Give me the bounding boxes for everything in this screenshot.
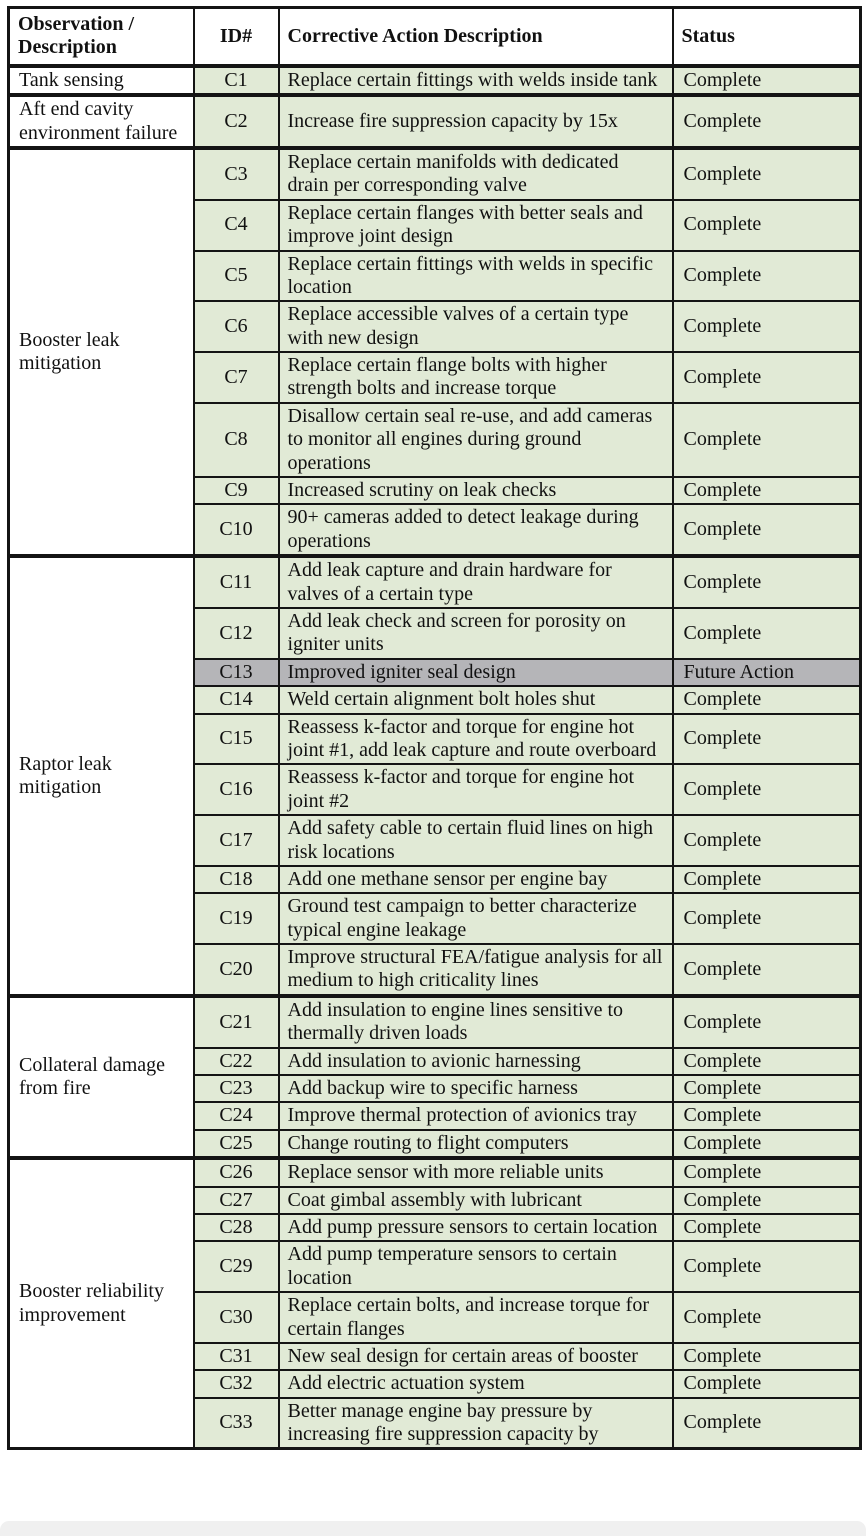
id-cell: C9 bbox=[194, 477, 279, 504]
description-cell: Change routing to flight computers bbox=[279, 1130, 673, 1158]
status-cell: Complete bbox=[673, 504, 861, 556]
id-cell: C11 bbox=[194, 556, 279, 608]
column-header-observation: Observation / Description bbox=[9, 8, 194, 66]
id-cell: C3 bbox=[194, 148, 279, 200]
description-cell: Add safety cable to certain fluid lines on high risk locations bbox=[279, 815, 673, 866]
id-cell: C24 bbox=[194, 1102, 279, 1129]
description-cell: Add insulation to avionic harnessing bbox=[279, 1048, 673, 1075]
description-cell: Weld certain alignment bolt holes shut bbox=[279, 686, 673, 713]
id-cell: C5 bbox=[194, 251, 279, 302]
id-cell: C16 bbox=[194, 764, 279, 815]
id-cell: C17 bbox=[194, 815, 279, 866]
id-cell: C29 bbox=[194, 1241, 279, 1292]
status-cell: Complete bbox=[673, 686, 861, 713]
description-cell: Replace accessible valves of a certain type with new design bbox=[279, 301, 673, 352]
id-cell: C22 bbox=[194, 1048, 279, 1075]
table-row bbox=[9, 148, 861, 200]
observation-cell: Tank sensing bbox=[9, 66, 194, 95]
status-cell: Complete bbox=[673, 301, 861, 352]
description-cell: Improve structural FEA/fatigue analysis for all medium to high criticality lines bbox=[279, 944, 673, 996]
id-cell: C21 bbox=[194, 996, 279, 1048]
status-cell: Complete bbox=[673, 714, 861, 765]
description-cell: Add electric actuation system bbox=[279, 1370, 673, 1397]
id-cell: C13 bbox=[194, 659, 279, 686]
status-cell: Complete bbox=[673, 477, 861, 504]
description-cell: Add leak capture and drain hardware for valves of a certain type bbox=[279, 556, 673, 608]
description-cell: 90+ cameras added to detect leakage during operations bbox=[279, 504, 673, 556]
id-cell: C32 bbox=[194, 1370, 279, 1397]
table-header bbox=[9, 8, 861, 66]
id-cell: C8 bbox=[194, 403, 279, 477]
column-header-description: Corrective Action Description bbox=[279, 8, 673, 66]
description-cell: Ground test campaign to better characterize typical engine leakage bbox=[279, 893, 673, 944]
table-row bbox=[9, 1158, 861, 1186]
id-cell: C23 bbox=[194, 1075, 279, 1102]
description-cell: Add backup wire to specific harness bbox=[279, 1075, 673, 1102]
description-cell: Increased scrutiny on leak checks bbox=[279, 477, 673, 504]
status-cell: Complete bbox=[673, 1187, 861, 1214]
description-cell: Coat gimbal assembly with lubricant bbox=[279, 1187, 673, 1214]
id-cell: C12 bbox=[194, 608, 279, 659]
status-cell: Complete bbox=[673, 403, 861, 477]
status-cell: Complete bbox=[673, 1398, 861, 1449]
description-cell: Improve thermal protection of avionics tray bbox=[279, 1102, 673, 1129]
id-cell: C4 bbox=[194, 200, 279, 251]
id-cell: C7 bbox=[194, 352, 279, 403]
description-cell: Add one methane sensor per engine bay bbox=[279, 866, 673, 893]
observation-cell: Booster leak mitigation bbox=[9, 148, 194, 556]
status-cell: Complete bbox=[673, 944, 861, 996]
status-cell: Complete bbox=[673, 556, 861, 608]
status-cell: Complete bbox=[673, 866, 861, 893]
status-cell: Complete bbox=[673, 251, 861, 302]
description-cell: Add leak check and screen for porosity on igniter units bbox=[279, 608, 673, 659]
status-cell: Complete bbox=[673, 66, 861, 95]
description-cell: Disallow certain seal re-use, and add cameras to monitor all engines during ground operations bbox=[279, 403, 673, 477]
description-cell: Replace sensor with more reliable units bbox=[279, 1158, 673, 1186]
status-cell: Complete bbox=[673, 1075, 861, 1102]
status-cell: Complete bbox=[673, 1130, 861, 1158]
status-cell: Complete bbox=[673, 1370, 861, 1397]
id-cell: C20 bbox=[194, 944, 279, 996]
description-cell: Replace certain fittings with welds inside tank bbox=[279, 66, 673, 95]
column-header-id: ID# bbox=[194, 8, 279, 66]
id-cell: C25 bbox=[194, 1130, 279, 1158]
description-cell: Replace certain bolts, and increase torque for certain flanges bbox=[279, 1292, 673, 1343]
status-cell: Complete bbox=[673, 1158, 861, 1186]
status-cell: Complete bbox=[673, 1214, 861, 1241]
observation-cell: Booster reliability improvement bbox=[9, 1158, 194, 1449]
description-cell: Replace certain flanges with better seals and improve joint design bbox=[279, 200, 673, 251]
id-cell: C6 bbox=[194, 301, 279, 352]
id-cell: C1 bbox=[194, 66, 279, 95]
id-cell: C27 bbox=[194, 1187, 279, 1214]
description-cell: Add pump pressure sensors to certain location bbox=[279, 1214, 673, 1241]
status-cell: Complete bbox=[673, 608, 861, 659]
id-cell: C2 bbox=[194, 95, 279, 148]
status-cell: Complete bbox=[673, 1102, 861, 1129]
id-cell: C15 bbox=[194, 714, 279, 765]
id-cell: C14 bbox=[194, 686, 279, 713]
status-cell: Complete bbox=[673, 200, 861, 251]
table-row bbox=[9, 556, 861, 608]
status-cell: Complete bbox=[673, 148, 861, 200]
id-cell: C19 bbox=[194, 893, 279, 944]
status-cell: Complete bbox=[673, 95, 861, 148]
description-cell: Add pump temperature sensors to certain location bbox=[279, 1241, 673, 1292]
description-cell: Add insulation to engine lines sensitive to thermally driven loads bbox=[279, 996, 673, 1048]
id-cell: C33 bbox=[194, 1398, 279, 1449]
corrective-actions-table bbox=[7, 6, 862, 1450]
id-cell: C10 bbox=[194, 504, 279, 556]
description-cell: Replace certain manifolds with dedicated drain per corresponding valve bbox=[279, 148, 673, 200]
status-cell: Complete bbox=[673, 1343, 861, 1370]
id-cell: C31 bbox=[194, 1343, 279, 1370]
description-cell: Improved igniter seal design bbox=[279, 659, 673, 686]
header-row bbox=[9, 8, 861, 66]
table-row bbox=[9, 66, 861, 95]
status-cell: Complete bbox=[673, 1241, 861, 1292]
description-cell: Replace certain flange bolts with higher strength bolts and increase torque bbox=[279, 352, 673, 403]
observation-cell: Aft end cavity environment failure bbox=[9, 95, 194, 148]
description-cell: Replace certain fittings with welds in specific location bbox=[279, 251, 673, 302]
id-cell: C28 bbox=[194, 1214, 279, 1241]
observation-cell: Raptor leak mitigation bbox=[9, 556, 194, 996]
status-cell: Complete bbox=[673, 1292, 861, 1343]
observation-cell: Collateral damage from fire bbox=[9, 996, 194, 1158]
viewer-bottom-edge bbox=[0, 1521, 866, 1536]
id-cell: C30 bbox=[194, 1292, 279, 1343]
status-cell: Complete bbox=[673, 815, 861, 866]
description-cell: Increase fire suppression capacity by 15x bbox=[279, 95, 673, 148]
status-cell: Complete bbox=[673, 893, 861, 944]
description-cell: Reassess k-factor and torque for engine hot joint #1, add leak capture and route overboard bbox=[279, 714, 673, 765]
status-cell: Complete bbox=[673, 996, 861, 1048]
status-cell: Complete bbox=[673, 1048, 861, 1075]
id-cell: C18 bbox=[194, 866, 279, 893]
status-cell: Complete bbox=[673, 352, 861, 403]
id-cell: C26 bbox=[194, 1158, 279, 1186]
description-cell: Reassess k-factor and torque for engine hot joint #2 bbox=[279, 764, 673, 815]
status-cell: Future Action bbox=[673, 659, 861, 686]
description-cell: New seal design for certain areas of booster bbox=[279, 1343, 673, 1370]
column-header-status: Status bbox=[673, 8, 861, 66]
table-row bbox=[9, 95, 861, 148]
table-body bbox=[9, 66, 861, 1449]
status-cell: Complete bbox=[673, 764, 861, 815]
table-row bbox=[9, 996, 861, 1048]
description-cell: Better manage engine bay pressure by increasing fire suppression capacity by bbox=[279, 1398, 673, 1449]
